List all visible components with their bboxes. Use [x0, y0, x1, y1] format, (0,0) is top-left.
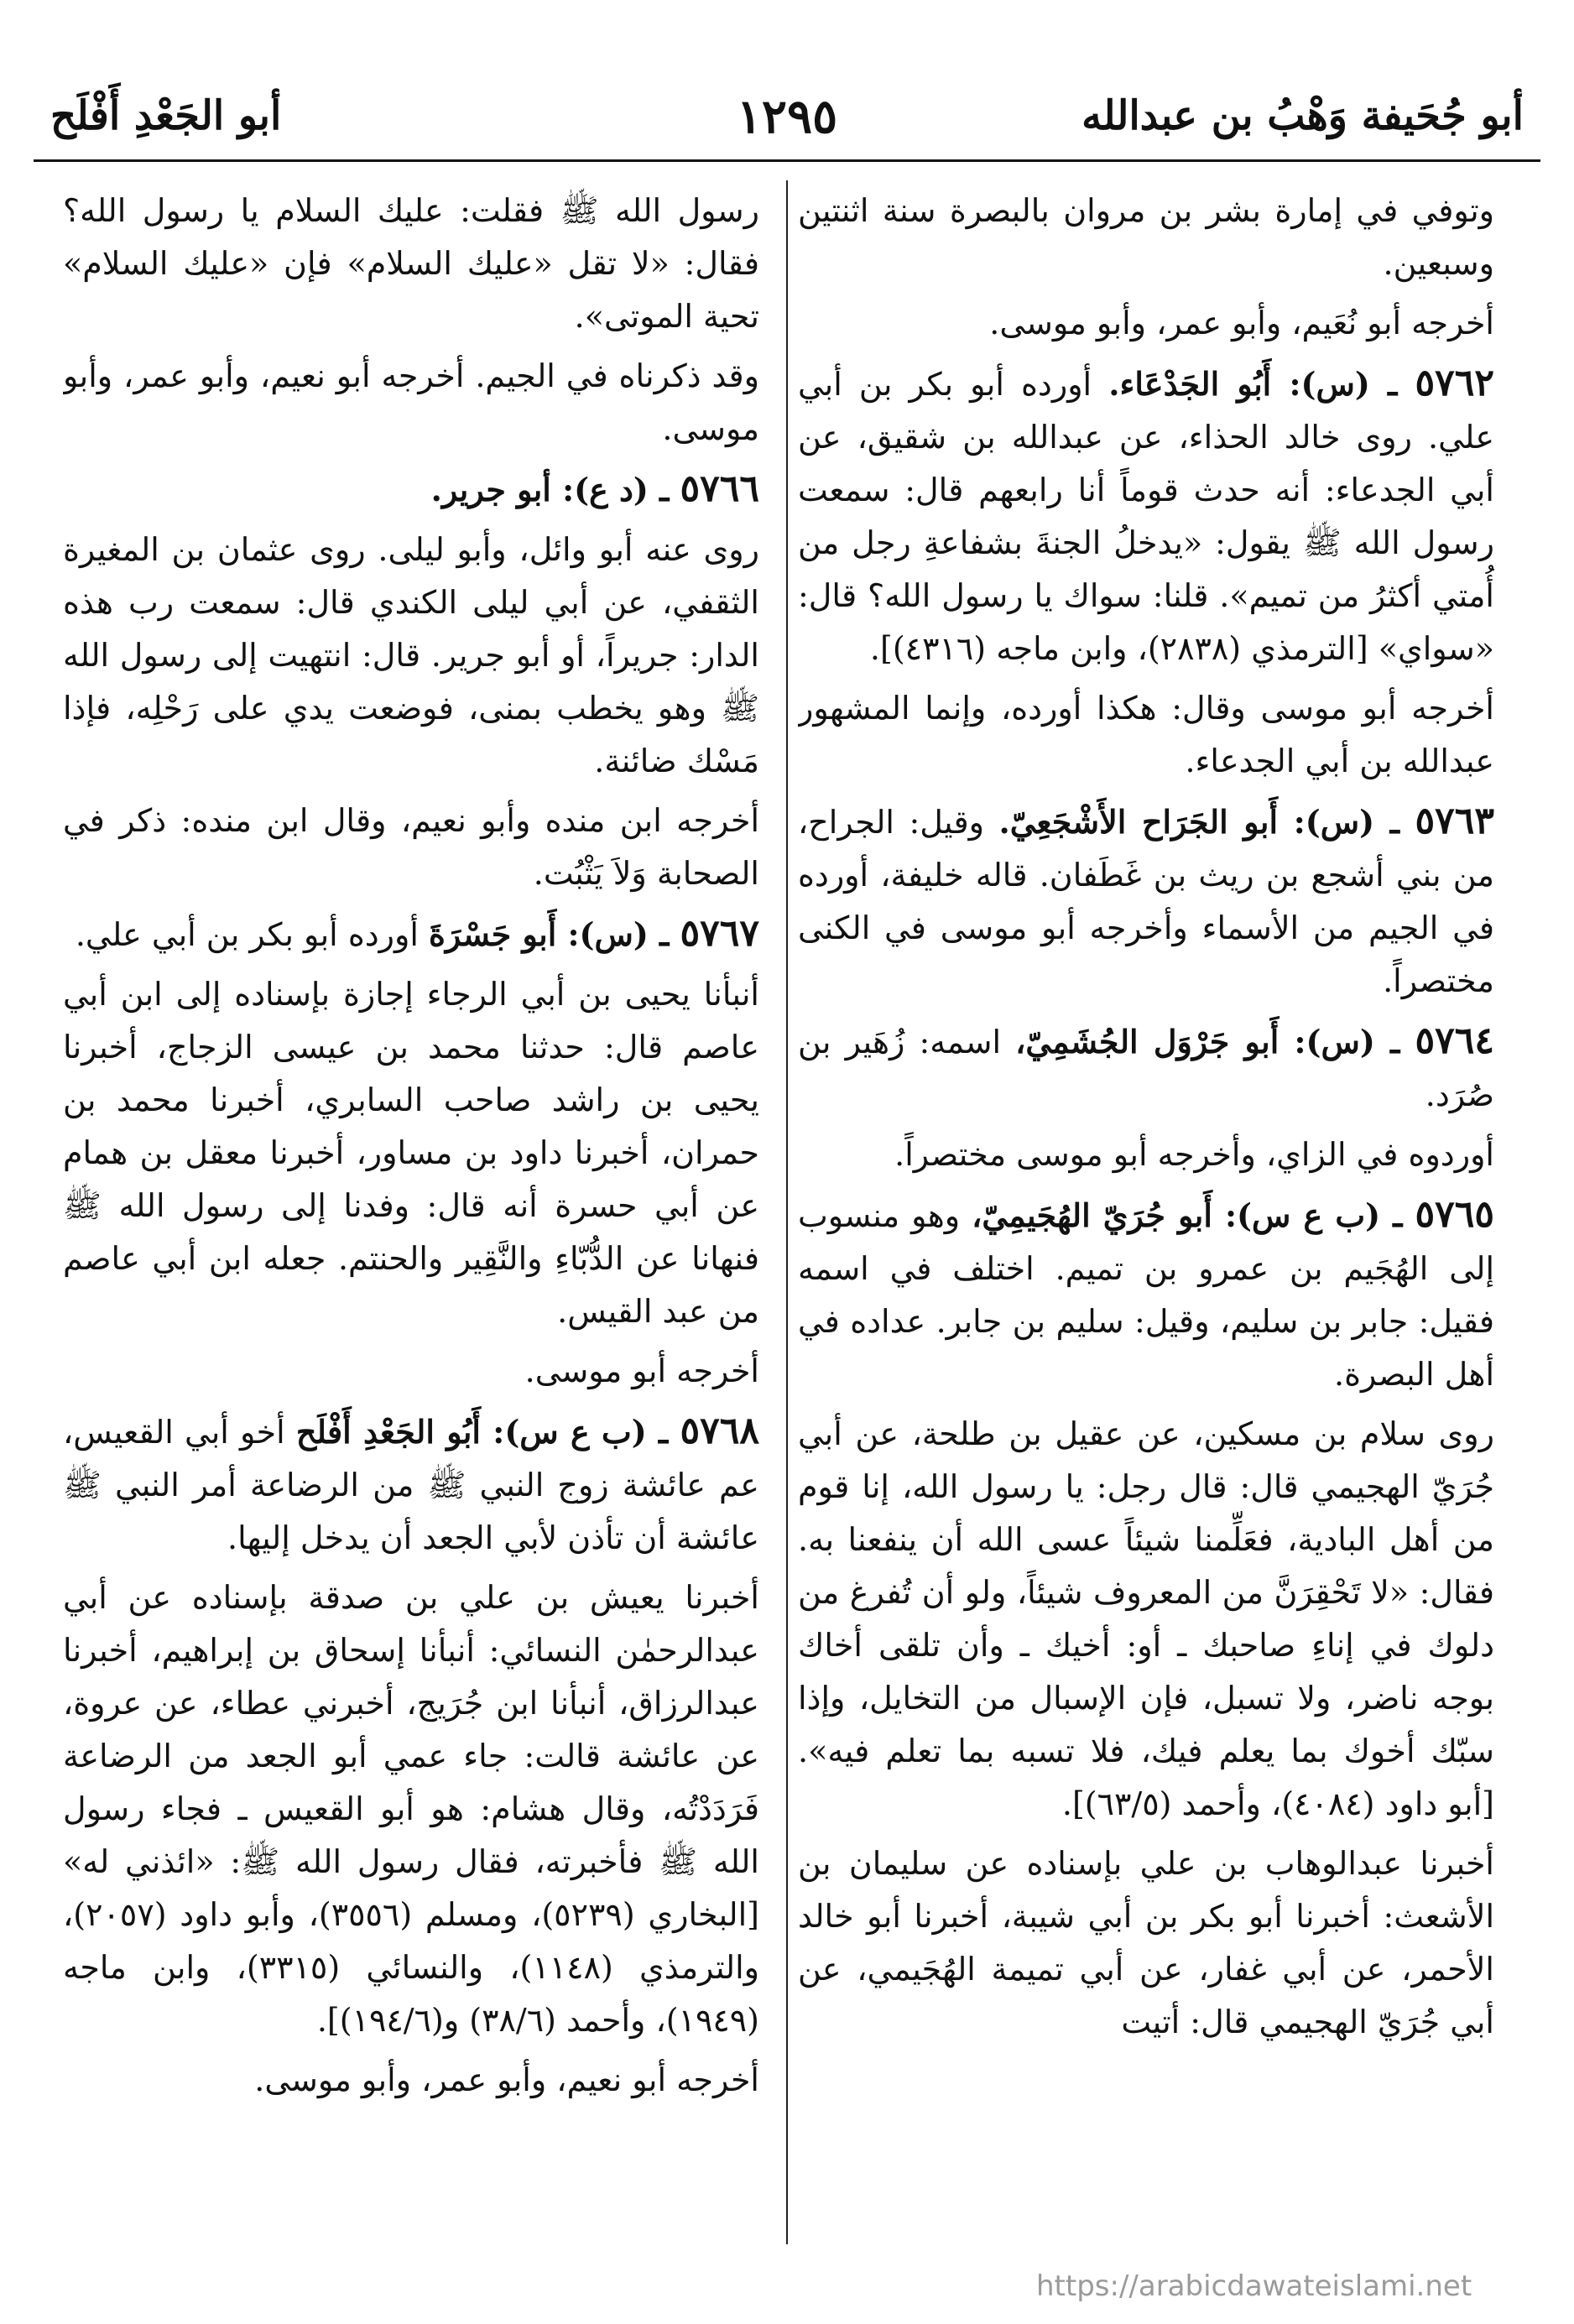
entry-heading: ـ (ب ع س): أَبو جُرَيّ الهُجَيمِيّ،	[972, 1196, 1415, 1234]
entry-number: ٥٧٦٨	[680, 1410, 759, 1452]
right-column	[798, 185, 1494, 2240]
text-paragraph: روى سلام بن مسكين، عن عقيل بن طلحة، عن أبي جُرَيّ الهجيمي قال: قال رجل: يا رسول الله، إنا قوم من أهل البادية، فعَلِّمنا شيئاً عسى الله أن ينفعنا به. فقال: «لا تَحْقِرَنَّ من المعروف شيئاً، ولو أن تُفرغ من دلوك في إناءِ صاحبك ـ أو: أخيك ـ وأن تلقى أخاك بوجه ناضر، ولا تسبل، فإن الإسبال من التخايل، وإذا سبّك أخوك بما يعلم فيك، فلا تسبه بما تعلم فيه». [أبو داود (٤٠٨٤)، وأحمد (٦٣/٥)].	[798, 1415, 1494, 1822]
entry-text: أورده أبو بكر بن أبي علي. روى خالد الحذاء، عن عبدالله بن شقيق، عن أبي الجدعاء: أنه حدث قوماً أنا رابعهم قال: سمعت رسول الله ﷺ يقول: «يدخلُ الجنةَ بشفاعةِ رجل من أُمتي أكثرُ من تميم». قلنا: سواك يا رسول الله؟ قال: «سواي» [الترمذي (٢٨٣٨)، وابن ماجه (٤٣١٦)].	[798, 366, 1494, 667]
biography-entry	[63, 907, 759, 961]
text-paragraph: أخرجه ابن منده وأبو نعيم، وقال ابن منده: ذكر في الصحابة وَلاَ يَثْبُت.	[63, 802, 759, 892]
text-paragraph: أخبرنا يعيش بن علي بن صدقة بإسناده عن أبي عبدالرحمٰن النسائي: أنبأنا إسحاق بن إبراهيم، أخبرنا عبدالرزاق، أنبأنا ابن جُرَيج، أخبرني عطاء، عن عروة، عن عائشة قالت: جاء عمي أبو الجعد من الرضاعة فَرَدَدْتُه، وقال هشام: هو أبو القعيس ـ فجاء رسول الله ﷺ فأخبرته، فقال رسول الله ﷺ: «ائذني له» [البخاري (٥٢٣٩)، ومسلم (٣٥٥٦)، وأبو داود (٢٠٥٧)، والترمذي (١١٤٨)، والنسائي (٣٣١٥)، وابن ماجه (١٩٤٩)، وأحمد (٣٨/٦) و(١٩٤/٦)].	[63, 1579, 759, 2039]
text-paragraph: أخرجه أبو نُعَيم، وأبو عمر، وأبو موسى.	[989, 305, 1494, 341]
biography-entry	[798, 795, 1494, 1008]
biography-entry	[63, 1404, 759, 1565]
watermark-url: https://arabicdawateislami.net	[1036, 2269, 1472, 2303]
left-column	[63, 185, 759, 2240]
biography-entry	[798, 1014, 1494, 1122]
text-paragraph: أخرجه أبو موسى وقال: هكذا أورده، وإنما المشهور عبدالله بن أبي الجدعاء.	[798, 690, 1494, 779]
entry-heading: ـ (س): أَبُو الجَدْعَاء.	[1108, 365, 1415, 403]
entry-text: أورده أبو بكر بن أبي علي.	[75, 916, 429, 953]
entry-heading: ـ (د ع): أبو جرير.	[430, 471, 680, 508]
text-paragraph: أخبرنا عبدالوهاب بن علي بإسناده عن سليمان بن الأشعث: أخبرنا أبو بكر بن أبي شيبة، أخبرنا أبو خالد الأحمر، عن أبي غفار، عن أبي تميمة الهُجَيمي، عن أبي جُرَيّ الهجيمي قال: أتيت	[798, 1845, 1494, 2040]
running-title-left: أبو الجَعْدِ أَفْلَح	[50, 92, 282, 139]
biography-entry	[63, 462, 759, 517]
text-paragraph: أخرجه أبو نعيم، وأبو عمر، وأبو موسى.	[254, 2061, 759, 2098]
column-divider	[786, 180, 788, 2244]
entry-number: ٥٧٦٣	[1415, 800, 1494, 842]
entry-number: ٥٧٦٢	[1415, 362, 1494, 404]
page-number: ١٢٩٥	[736, 89, 838, 144]
entry-heading: ـ (ب ع س): أَبُو الجَعْدِ أَفْلَح	[295, 1413, 680, 1451]
biography-entry	[798, 357, 1494, 675]
entry-heading: ـ (س): أَبو جَسْرَةَ	[429, 915, 680, 953]
entry-text: اسمه: زُهَير بن صُرَد.	[798, 1024, 1494, 1113]
entry-text: أخو أبي القعيس، عم عائشة زوج النبي ﷺ من الرضاعة أمر النبي ﷺ عائشة أن تأذن لأبي الجعد أن يدخل إليها.	[63, 1414, 759, 1556]
entry-number: ٥٧٦٧	[680, 912, 759, 955]
biography-entry	[798, 1188, 1494, 1401]
entry-text: وقيل: الجراح، من بني أشجع بن ريث بن غَطَفان. قاله خليفة، أورده في الجيم من الأسماء وأخرجه أبو موسى في الكنى مختصراً.	[798, 804, 1494, 999]
running-title-right: أبو جُحَيفة وَهْبُ بن عبدالله	[1081, 92, 1524, 139]
text-paragraph: أوردوه في الزاي، وأخرجه أبو موسى مختصراً.	[894, 1136, 1494, 1173]
entry-heading: ـ (س): أَبو الجَرَاح الأَشْجَعِيّ.	[998, 803, 1415, 841]
page-header	[34, 84, 1540, 162]
text-paragraph: أخرجه أبو موسى.	[524, 1352, 759, 1389]
text-paragraph: أنبأنا يحيى بن أبي الرجاء إجازة بإسناده إلى ابن أبي عاصم قال: حدثنا محمد بن عيسى الزجاج، أخبرنا يحيى بن راشد صاحب السابري، أخبرنا محمد بن حمران، أخبرنا داود بن مساور، أخبرنا معقل بن همام عن أبي حسرة أنه قال: وفدنا إلى رسول الله ﷺ فنهانا عن الدُّبّاءِ والنَّقِير والحنتم. جعله ابن أبي عاصم من عبد القيس.	[63, 976, 759, 1330]
entry-text: وهو منسوب إلى الهُجَيم بن عمرو بن تميم. اختلف في اسمه فقيل: جابر بن سليم، وقيل: سليم بن جابر. عداده في أهل البصرة.	[798, 1197, 1494, 1393]
text-paragraph: وقد ذكرناه في الجيم. أخرجه أبو نعيم، وأبو عمر، وأبو موسى.	[63, 357, 759, 447]
entry-number: ٥٧٦٤	[1415, 1019, 1494, 1062]
text-paragraph: وتوفي في إمارة بشر بن مروان بالبصرة سنة اثنتين وسبعين.	[798, 192, 1494, 282]
text-paragraph: رسول الله ﷺ فقلت: عليك السلام يا رسول الله؟ فقال: «لا تقل «عليك السلام» فإن «عليك السلام» تحية الموتى».	[63, 192, 759, 335]
entry-heading: ـ (س): أَبو جَرْوَل الجُشَمِيّ،	[1015, 1023, 1415, 1060]
entry-number: ٥٧٦٦	[680, 467, 759, 510]
entry-number: ٥٧٦٥	[1415, 1193, 1494, 1236]
text-paragraph: روى عنه أبو وائل، وأبو ليلى. روى عثمان بن المغيرة الثقفي، عن أبي ليلى الكندي قال: سمعت رب هذه الدار: جريراً، أو أبو جرير. قال: انتهيت إلى رسول الله ﷺ وهو يخطب بمنى، فوضعت يدي على رَحْلِه، فإذا مَسْك ضائنة.	[63, 531, 759, 779]
